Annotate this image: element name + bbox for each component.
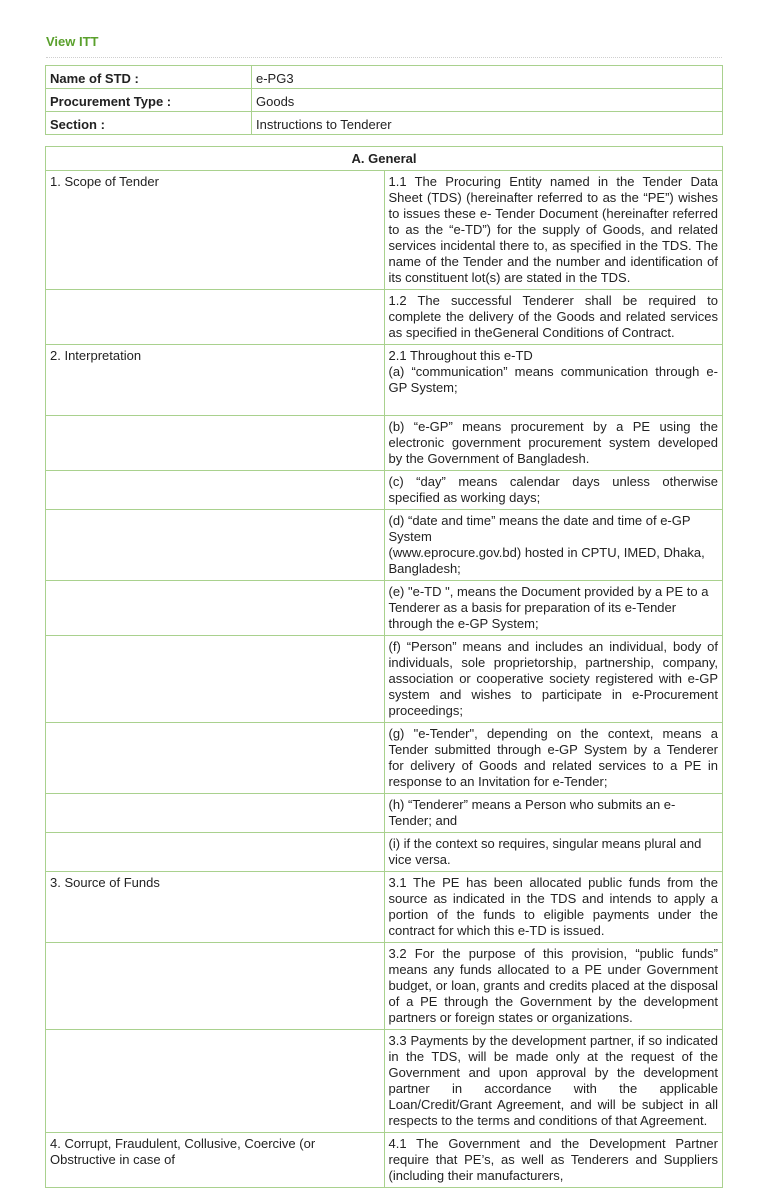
clause-text-line: (d) “date and time” means the date and time of e-GP System [388, 513, 691, 544]
clause-text: 3.2 For the purpose of this provision, “public funds” means any funds allocated to a PE under Government budget, or loan, grants and credits placed at the disposal of a PE through the Government by the development partners or foreign states or organizations. [384, 943, 723, 1030]
clause-row [46, 290, 723, 345]
clause-row [46, 636, 723, 723]
clause-text-line: (a) “communication” means communication through e-GP System; [388, 364, 718, 395]
clause-title [46, 943, 385, 1030]
itt-clauses-table [45, 146, 723, 1188]
procurement-type-value: Goods [252, 89, 723, 112]
section-value: Instructions to Tenderer [252, 112, 723, 135]
clause-text: (e) "e-TD ", means the Document provided by a PE to a Tenderer as a basis for preparation of its e-Tender through the e-GP System; [384, 581, 723, 636]
clause-title [46, 1030, 385, 1133]
clause-text: 4.1 The Government and the Development Partner require that PE’s, as well as Tenderers and Suppliers (including their manufacturers, [384, 1133, 723, 1188]
clause-text: (c) “day” means calendar days unless otherwise specified as working days; [384, 471, 723, 510]
clause-title [46, 290, 385, 345]
clause-row [46, 171, 723, 290]
clause-row [46, 471, 723, 510]
clause-title [46, 833, 385, 872]
clause-row [46, 510, 723, 581]
clause-text: (b) “e-GP” means procurement by a PE using the electronic government procurement system developed by the Government of Bangladesh. [384, 416, 723, 471]
clause-text: 3.3 Payments by the development partner, if so indicated in the TDS, will be made only at the request of the Government and upon approval by the development partner in accordance with the applicable Loan/Credit/Grant Agreement, and will be subject in all respects to the terms and conditions of that Agreement. [384, 1030, 723, 1133]
clause-title [46, 416, 385, 471]
clause-title: 3. Source of Funds [46, 872, 385, 943]
procurement-type-row [46, 89, 723, 112]
clause-row [46, 1030, 723, 1133]
clause-text-line: 2.1 Throughout this e-TD [388, 348, 533, 363]
clause-row [46, 872, 723, 943]
std-name-row [46, 66, 723, 89]
clause-row [46, 345, 723, 416]
clause-text: (f) “Person” means and includes an individual, body of individuals, sole proprietorship, partnership, company, association or cooperative society registered with e-GP system and wishes to participate in e-Procurement proceedings; [384, 636, 723, 723]
section-label: Section : [46, 112, 252, 135]
clause-title: 1. Scope of Tender [46, 171, 385, 290]
clause-text [384, 345, 723, 416]
clause-title [46, 581, 385, 636]
clause-text: 1.1 The Procuring Entity named in the Tender Data Sheet (TDS) (hereinafter referred to as the “PE”) wishes to issues these e- Tender Document (hereinafter referred to as the “e-TD”) for the supply of Goods, and related services incidental there to, as specified in the TDS. The name of the Tender and the number and identification of its constituent lot(s) are stated in the TDS. [384, 171, 723, 290]
clause-text: (i) if the context so requires, singular means plural and vice versa. [384, 833, 723, 872]
clause-title: 2. Interpretation [46, 345, 385, 416]
clause-text: 1.2 The successful Tenderer shall be required to complete the delivery of the Goods and related services as specified in theGeneral Conditions of Contract. [384, 290, 723, 345]
clause-row [46, 416, 723, 471]
clause-row [46, 723, 723, 794]
clause-text: (h) “Tenderer” means a Person who submits an e-Tender; and [384, 794, 723, 833]
std-info-table [45, 65, 723, 135]
clause-text-line: (www.eprocure.gov.bd) hosted in CPTU, IMED, Dhaka, Bangladesh; [388, 545, 705, 576]
clause-row [46, 833, 723, 872]
std-name-value: e-PG3 [252, 66, 723, 89]
clause-row [46, 581, 723, 636]
procurement-type-label: Procurement Type : [46, 89, 252, 112]
clause-title [46, 510, 385, 581]
clause-title [46, 794, 385, 833]
clause-title [46, 471, 385, 510]
section-row [46, 112, 723, 135]
clause-text: (g) "e-Tender", depending on the context, means a Tender submitted through e-GP System by a Tenderer for delivery of Goods and related services to a PE in response to an Invitation for e-Tender; [384, 723, 723, 794]
clause-row [46, 943, 723, 1030]
clause-title: 4. Corrupt, Fraudulent, Collusive, Coercive (or Obstructive in case of [46, 1133, 385, 1188]
page-title: View ITT [46, 34, 99, 49]
section-heading: A. General [46, 147, 723, 171]
clause-row [46, 1133, 723, 1188]
clause-title [46, 636, 385, 723]
clause-row [46, 794, 723, 833]
clause-title [46, 723, 385, 794]
std-name-label: Name of STD : [46, 66, 252, 89]
clause-text [384, 510, 723, 581]
title-divider [46, 57, 722, 58]
clause-text: 3.1 The PE has been allocated public funds from the source as indicated in the TDS and intends to apply a portion of the funds to eligible payments under the contract for which this e-TD is issued. [384, 872, 723, 943]
